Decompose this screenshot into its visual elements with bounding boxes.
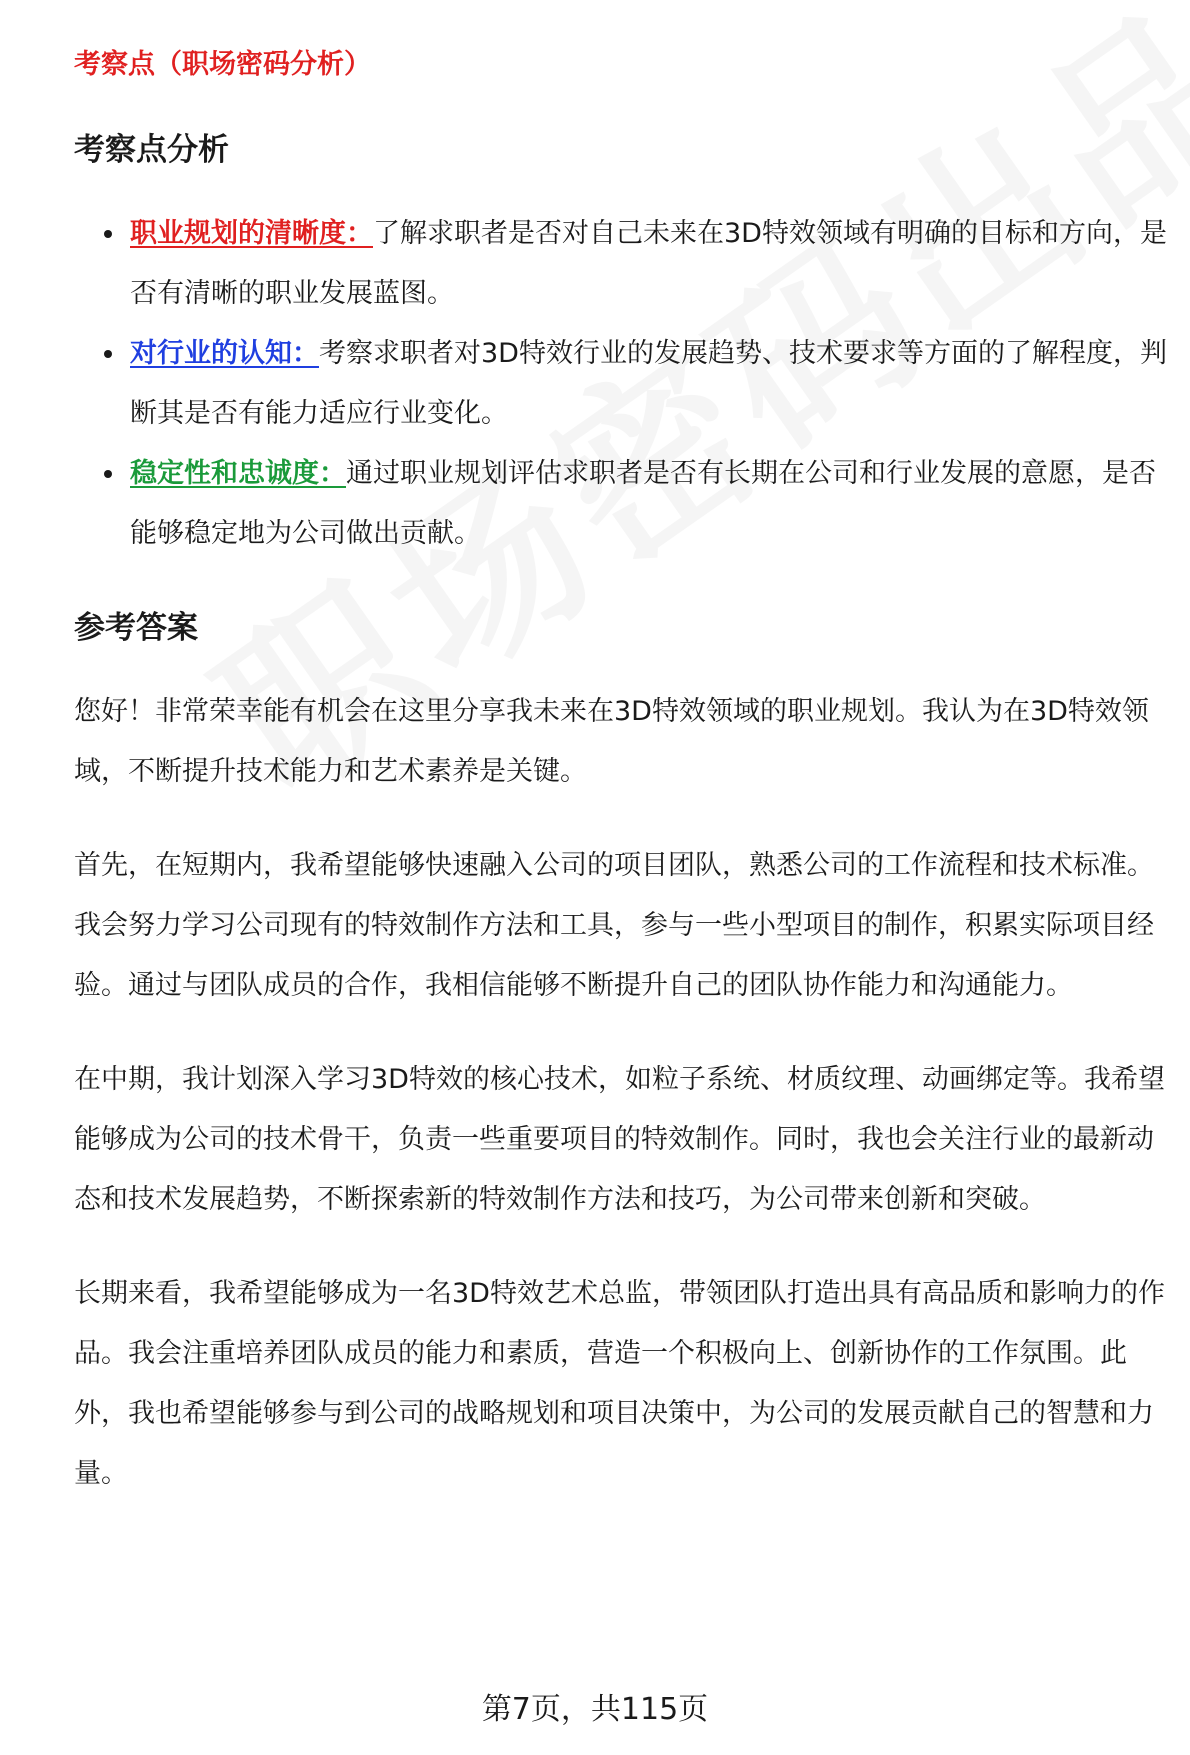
point-label: 稳定性和忠诚度： — [130, 458, 346, 489]
kaochadian-title: 考察点（职场密码分析） — [74, 49, 371, 80]
point-text: 了解求职者是否对自己未来在3D特效领域有明确的目标和方向，是否有清晰的职业发展蓝图。 — [130, 218, 1167, 309]
answer-paragraph: 您好！非常荣幸能有机会在这里分享我未来在3D特效领域的职业规划。我认为在3D特效领域，不断提升技术能力和艺术素养是关键。 — [74, 696, 1149, 787]
page-number: 第7页，共115页 — [481, 1692, 709, 1727]
analysis-heading: 考察点分析 — [74, 132, 229, 168]
point-label: 对行业的认知： — [130, 338, 319, 369]
analysis-points — [74, 204, 1170, 564]
analysis-point — [74, 324, 1170, 444]
document-body — [74, 50, 1170, 1504]
answer-paragraph: 在中期，我计划深入学习3D特效的核心技术，如粒子系统、材质纹理、动画绑定等。我希望能够成为公司的技术骨干，负责一些重要项目的特效制作。同时，我也会关注行业的最新动态和技术发展趋势，不断探索新的特效制作方法和技巧，为公司带来创新和突破。 — [74, 1064, 1165, 1215]
point-label: 职业规划的清晰度： — [130, 218, 373, 249]
analysis-point — [74, 204, 1170, 324]
analysis-point — [74, 444, 1170, 564]
answer-paragraph: 长期来看，我希望能够成为一名3D特效艺术总监，带领团队打造出具有高品质和影响力的作品。我会注重培养团队成员的能力和素质，营造一个积极向上、创新协作的工作氛围。此外，我也希望能够参与到公司的战略规划和项目决策中，为公司的发展贡献自己的智慧和力量。 — [74, 1278, 1165, 1489]
answer-heading: 参考答案 — [74, 610, 198, 646]
point-text: 通过职业规划评估求职者是否有长期在公司和行业发展的意愿，是否能够稳定地为公司做出贡献。 — [130, 458, 1156, 549]
point-text: 考察求职者对3D特效行业的发展趋势、技术要求等方面的了解程度，判断其是否有能力适应行业变化。 — [130, 338, 1167, 429]
answer-paragraph: 首先，在短期内，我希望能够快速融入公司的项目团队，熟悉公司的工作流程和技术标准。我会努力学习公司现有的特效制作方法和工具，参与一些小型项目的制作，积累实际项目经验。通过与团队成员的合作，我相信能够不断提升自己的团队协作能力和沟通能力。 — [74, 850, 1154, 1001]
